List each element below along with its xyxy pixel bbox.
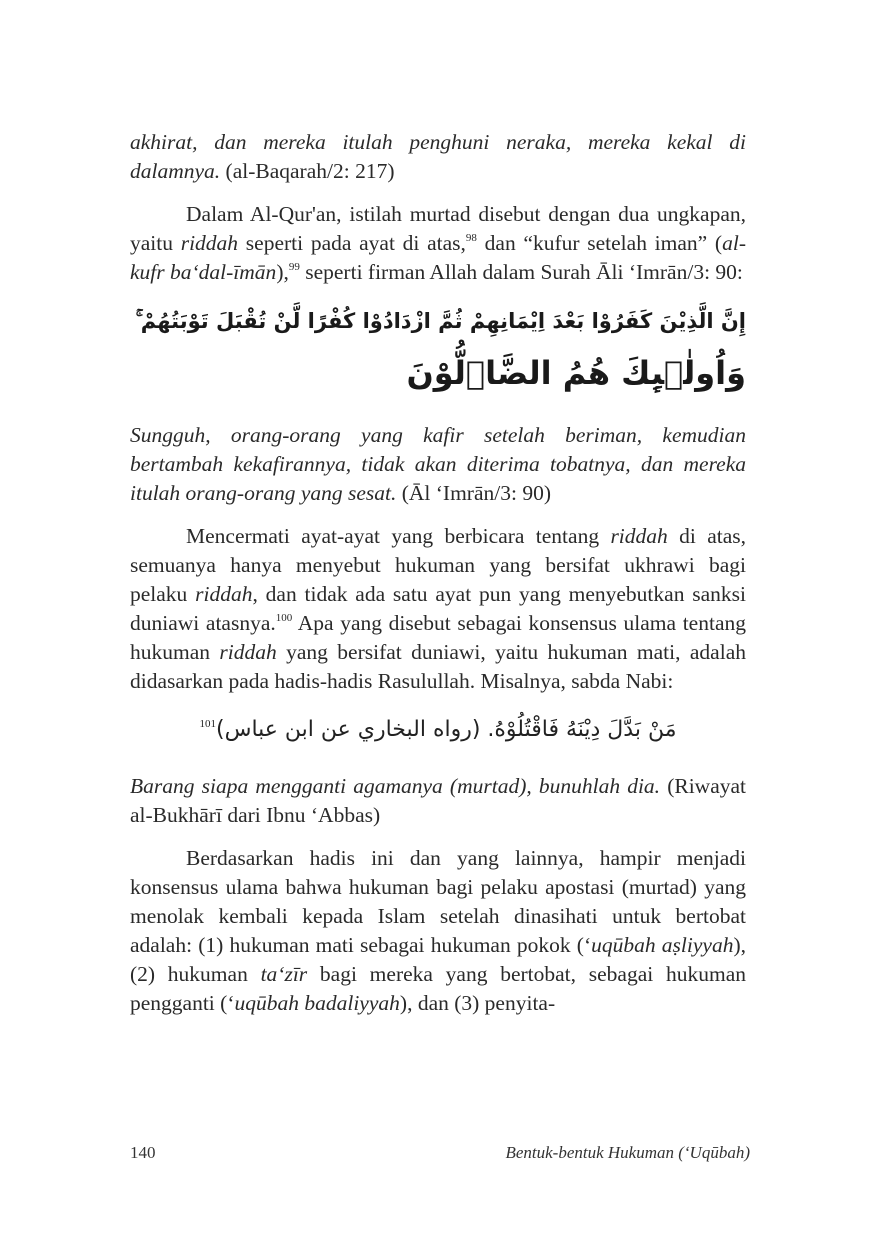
text-run: bagi mereka yang bertobat, sebagai hukuman pengganti (‘ xyxy=(130,962,746,1015)
footnote-marker: 100 xyxy=(275,612,293,624)
term-riddah: riddah xyxy=(610,524,668,548)
hadith-arabic: مَنْ بَدَّلَ دِيْنَهُ فَاقْتُلُوْهُ. (رواه البخاري عن ابن عباس) xyxy=(216,717,677,742)
term-uqubah-asliyyah: uqūbah aṣliyyah xyxy=(591,933,734,957)
text-run: , dan tidak ada satu ayat pun yang menyebutkan sanksi duniawi atasnya. xyxy=(130,582,746,635)
text-run: dan “kufur setelah iman” ( xyxy=(476,231,723,255)
hadith-text xyxy=(130,710,746,750)
text-run: Apa yang disebut sebagai konsensus ulama tentang hukuman xyxy=(130,611,746,664)
translation-baqarah xyxy=(130,128,746,186)
text-run: seperti firman Allah dalam Surah Āli ‘Imrān/3: 90: xyxy=(299,260,743,284)
quran-verse xyxy=(130,295,746,399)
text-run: ), dan (3) penyita- xyxy=(399,991,556,1015)
term-tazir: ta‘zīr xyxy=(260,962,308,986)
translation-text: Sungguh, orang-orang yang kafir setelah beriman, kemudian bertambah kekafirannya, tidak akan diterima tobatnya, dan mereka itulah orang-orang yang sesat. xyxy=(130,423,746,505)
quran-verse-line-1: إِنَّ الَّذِيْنَ كَفَرُوْا بَعْدَ اِيْمَانِهِمْ ثُمَّ ازْدَادُوْا كُفْرًا لَّنْ تُقْبَلَ تَوْبَتُهُمْ ۚ xyxy=(135,309,746,333)
hadith-reference: (Riwayat al-Bukhārī dari Ibnu ‘Abbas) xyxy=(130,774,746,827)
term-riddah: riddah xyxy=(219,640,277,664)
paragraph-riddah-punishment xyxy=(130,522,746,696)
verse-reference: (al-Baqarah/2: 217) xyxy=(225,159,395,183)
text-run: di atas, semuanya hanya menyebut hukuman yang bersifat ukhrawi bagi pelaku xyxy=(130,524,747,606)
text-run: Dalam Al-Qur'an, istilah murtad disebut dengan dua ungkapan, yaitu xyxy=(130,202,746,255)
term-uqubah-badaliyyah: uqūbah badaliyyah xyxy=(234,991,400,1015)
text-run: ), xyxy=(276,260,289,284)
text-run: ), (2) hukuman xyxy=(130,933,746,986)
term-kufr: al-kufr ba‘dal-īmān xyxy=(130,231,746,284)
page-number: 140 xyxy=(130,1143,156,1162)
running-title: Bentuk-bentuk Hukuman (‘Uqūbah) xyxy=(505,1143,750,1162)
text-run: seperti pada ayat di atas, xyxy=(238,231,466,255)
footnote-marker: 98 xyxy=(465,232,477,244)
page-body xyxy=(130,128,746,1018)
translation-text: akhirat, dan mereka itulah penghuni neraka, mereka kekal di dalamnya. xyxy=(130,130,746,183)
paragraph-murtad-terms xyxy=(130,200,746,287)
text-run: Berdasarkan hadis ini dan yang lainnya, hampir menjadi konsensus ulama bahwa hukuman bagi pelaku apostasi (murtad) yang menolak kembali kepada Islam setelah dinasihati untuk bertobat adalah: (1) hukuman mati sebagai hukuman pokok (‘ xyxy=(130,846,746,957)
text-run: yang bersifat duniawi, yaitu hukuman mati, adalah didasarkan pada hadis-hadis Rasulullah. Misalnya, sabda Nabi: xyxy=(130,640,746,693)
translation-hadith xyxy=(130,772,746,830)
translation-ali-imran xyxy=(130,421,746,508)
footnote-marker: 101 xyxy=(199,718,217,730)
term-riddah: riddah xyxy=(195,582,253,606)
paragraph-consensus xyxy=(130,844,746,1018)
footnote-marker: 99 xyxy=(288,261,300,273)
translation-text: Barang siapa mengganti agamanya (murtad), bunuhlah dia. xyxy=(130,774,661,798)
verse-reference: (Āl ‘Imrān/3: 90) xyxy=(401,481,551,505)
text-run: Mencermati ayat-ayat yang berbicara tentang xyxy=(186,524,611,548)
term-riddah: riddah xyxy=(180,231,239,255)
quran-verse-line-2: وَاُولٰۤىِٕكَ هُمُ الضَّاۤلُّوْنَ xyxy=(406,354,746,392)
